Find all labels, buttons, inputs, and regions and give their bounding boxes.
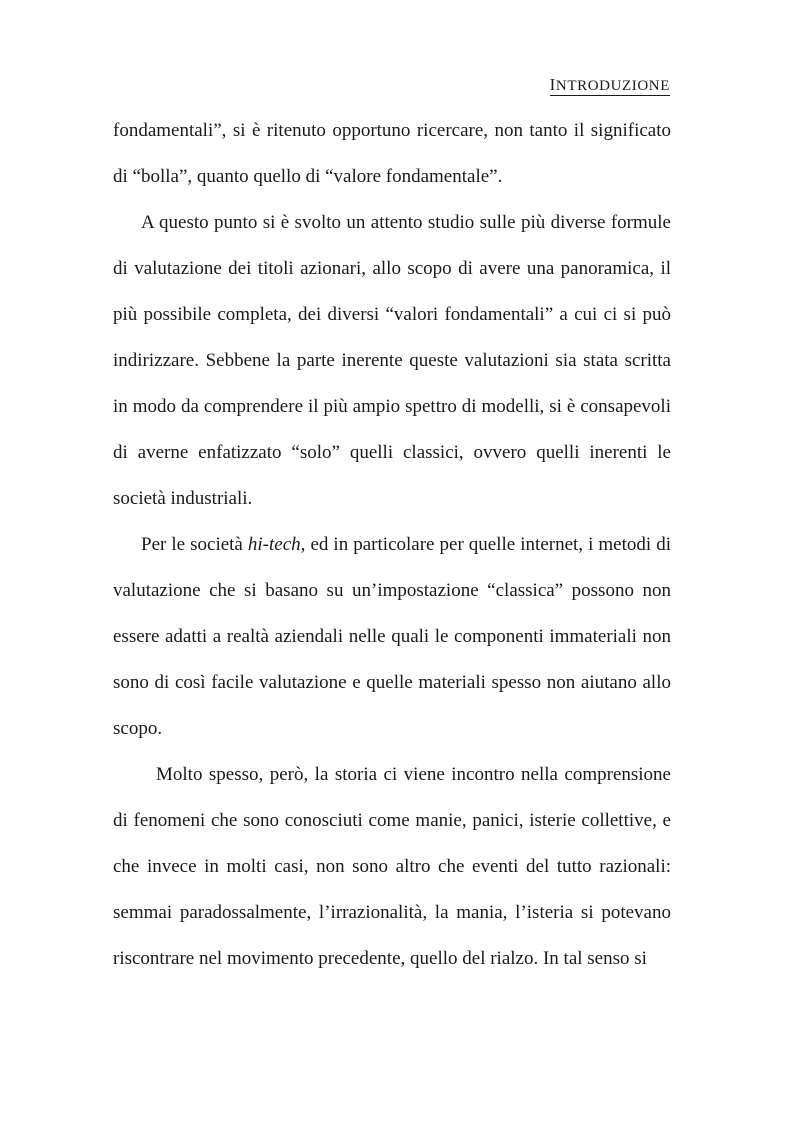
paragraph-3-italic: hi-tech [247, 534, 301, 555]
paragraph-3 [113, 522, 671, 752]
running-header-initial: I [549, 75, 556, 94]
paragraph-3-before: Per le società [141, 534, 248, 555]
paragraph-2: A questo punto si è svolto un attento studio sulle più diverse formule di valutazione dei titoli azionari, allo scopo di avere una panoramica, il più possibile completa, dei diversi “valori fondamentali” a cui ci si può indirizzare. Sebbene la parte inerente queste valutazioni sia stata scritta in modo da comprendere il più ampio spettro di modelli, si è consapevoli di averne enfatizzato “solo” quelli classici, ovvero quelli inerenti le società industriali. [113, 212, 671, 509]
running-header-rest: NTRODUZIONE [555, 78, 670, 94]
paragraph-4: Molto spesso, però, la storia ci viene incontro nella comprensione di fenomeni che sono conosciuti come manie, panici, isterie collettive, e che invece in molti casi, non sono altro che eventi del tutto razionali: semmai paradossalmente, l’irrazionalità, la mania, l’isteria si potevano riscontrare nel movimento precedente, quello del rialzo. In tal senso si [113, 764, 671, 969]
paragraph-3-after: , ed in particolare per quelle internet, i metodi di valutazione che si basano su un’impostazione “classica” possono non essere adatti a realtà aziendali nelle quali le componenti immateriali non sono di così facile valutazione e quelle materiali spesso non aiutano allo scopo. [113, 534, 671, 739]
running-header [550, 76, 670, 96]
paragraph-1: fondamentali”, si è ritenuto opportuno ricercare, non tanto il significato di “bolla”, quanto quello di “valore fondamentale”. [113, 120, 671, 187]
body-text [113, 108, 671, 982]
